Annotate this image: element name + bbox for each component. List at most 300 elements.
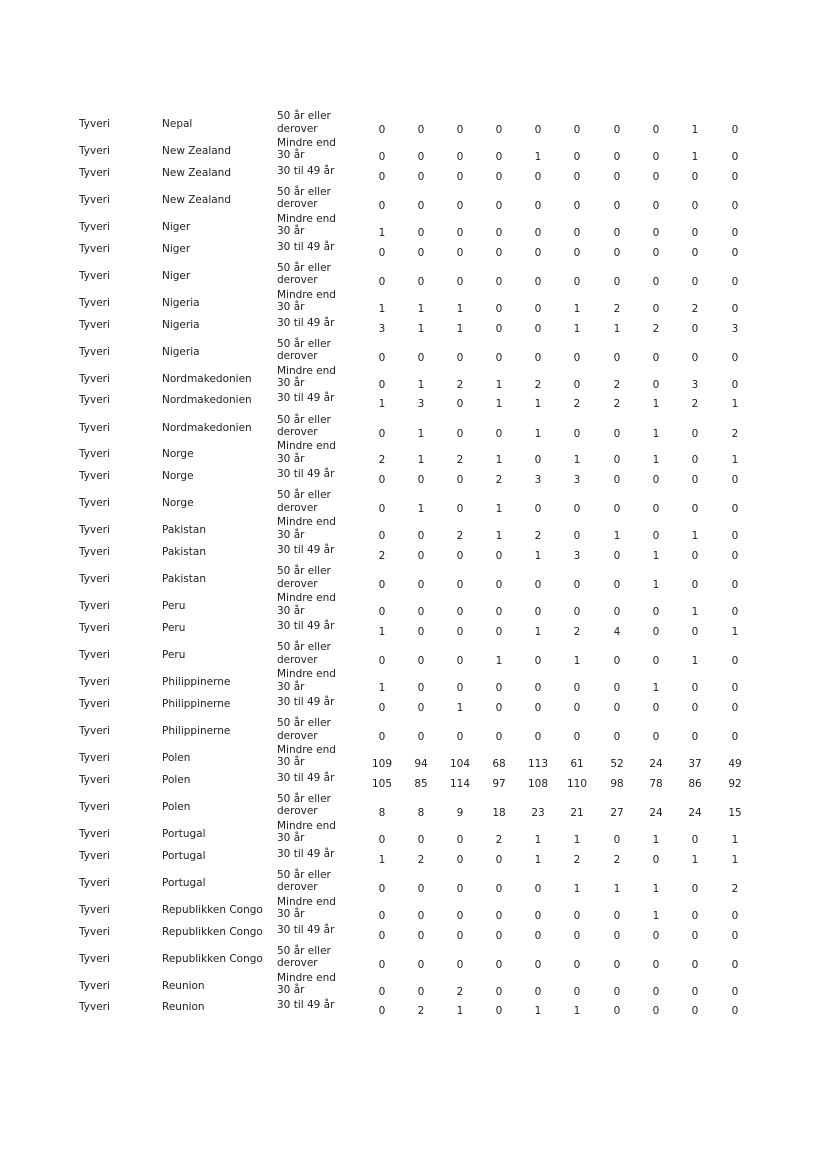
crime-type-cell: Tyveri: [79, 421, 110, 434]
value-cell: 1: [417, 302, 425, 315]
value-cell: 3: [573, 550, 581, 563]
value-cell: 0: [731, 170, 739, 183]
value-cell: 0: [613, 833, 621, 846]
value-cell: 0: [495, 853, 503, 866]
table-row: [0, 742, 828, 769]
crime-type-cell: Tyveri: [79, 725, 110, 737]
table-row: [0, 791, 828, 818]
value-cell: 0: [534, 246, 542, 259]
value-cell: 0: [417, 199, 425, 212]
value-cell: 0: [534, 606, 542, 619]
value-cell: 1: [378, 226, 386, 239]
crime-type-cell: Tyveri: [79, 751, 110, 764]
age-group-cell: Mindre end 30 år: [277, 440, 336, 465]
table-row: [0, 314, 828, 336]
value-cell: 2: [731, 427, 739, 440]
value-cell: 0: [652, 378, 660, 391]
value-cell: 0: [456, 909, 464, 922]
value-cell: 1: [691, 853, 699, 866]
country-cell: Philippinerne: [162, 676, 231, 689]
value-cell: 3: [573, 474, 581, 487]
value-cell: 0: [378, 731, 386, 743]
value-cell: 0: [417, 626, 425, 639]
value-cell: 0: [456, 398, 464, 411]
value-cell: 0: [652, 1005, 660, 1018]
value-cell: 0: [613, 351, 621, 364]
value-cell: 0: [652, 199, 660, 212]
value-cell: 0: [417, 124, 425, 136]
value-cell: 0: [495, 550, 503, 563]
crime-type-cell: Tyveri: [79, 318, 110, 331]
age-group-cell: 50 år eller derover: [277, 413, 331, 438]
age-group-cell: Mindre end 30 år: [277, 743, 336, 769]
value-cell: 0: [573, 606, 581, 619]
value-cell: 1: [378, 398, 386, 411]
value-cell: 0: [495, 351, 503, 364]
value-cell: 0: [691, 351, 699, 364]
value-cell: 2: [613, 398, 621, 411]
value-cell: 0: [613, 985, 621, 998]
value-cell: 0: [573, 701, 581, 714]
value-cell: 0: [613, 226, 621, 239]
crime-type-cell: Tyveri: [79, 697, 110, 710]
value-cell: 0: [456, 550, 464, 563]
age-group-cell: Mindre end 30 år: [277, 136, 336, 162]
table-row: [0, 287, 828, 314]
value-cell: 1: [652, 882, 660, 895]
country-cell: Peru: [162, 622, 186, 635]
value-cell: 0: [573, 579, 581, 592]
country-cell: Republikken Congo: [162, 925, 263, 938]
value-cell: 0: [534, 929, 542, 942]
crime-type-cell: Tyveri: [79, 193, 110, 206]
country-cell: Portugal: [162, 876, 206, 889]
value-cell: 0: [731, 958, 739, 971]
value-cell: 0: [573, 530, 581, 543]
age-group-cell: 30 til 49 år: [277, 695, 335, 708]
value-cell: 0: [495, 302, 503, 315]
value-cell: 1: [573, 302, 581, 315]
table-row: [0, 465, 828, 487]
country-cell: Philippinerne: [162, 697, 231, 710]
value-cell: 2: [613, 302, 621, 315]
value-cell: 2: [573, 398, 581, 411]
crime-type-cell: Tyveri: [79, 849, 110, 862]
value-cell: 1: [691, 606, 699, 619]
age-group-cell: Mindre end 30 år: [277, 592, 336, 617]
value-cell: 3: [731, 322, 739, 335]
value-cell: 105: [371, 777, 393, 790]
value-cell: 94: [414, 757, 428, 770]
age-group-cell: 30 til 49 år: [277, 164, 335, 177]
value-cell: 0: [456, 731, 464, 743]
value-cell: 1: [573, 833, 581, 846]
value-cell: 2: [731, 882, 739, 895]
value-cell: 15: [728, 806, 742, 819]
value-cell: 0: [613, 606, 621, 619]
value-cell: 0: [417, 474, 425, 487]
value-cell: 1: [691, 150, 699, 163]
value-cell: 0: [691, 909, 699, 922]
table-row: [0, 769, 828, 791]
value-cell: 0: [731, 378, 739, 391]
value-cell: 0: [456, 958, 464, 971]
value-cell: 0: [691, 199, 699, 212]
value-cell: 0: [495, 322, 503, 335]
crime-type-cell: Tyveri: [79, 546, 110, 559]
value-cell: 0: [691, 1005, 699, 1018]
value-cell: 2: [456, 454, 464, 467]
value-cell: 0: [456, 351, 464, 364]
value-cell: 2: [534, 530, 542, 543]
value-cell: 0: [534, 199, 542, 212]
value-cell: 24: [688, 806, 702, 819]
value-cell: 0: [613, 682, 621, 695]
value-cell: 0: [573, 503, 581, 516]
value-cell: 0: [731, 530, 739, 543]
value-cell: 0: [731, 579, 739, 592]
value-cell: 0: [573, 199, 581, 212]
value-cell: 2: [417, 1005, 425, 1018]
value-cell: 0: [573, 246, 581, 259]
age-group-cell: 30 til 49 år: [277, 240, 335, 253]
value-cell: 0: [534, 454, 542, 467]
value-cell: 0: [691, 626, 699, 639]
value-cell: 0: [456, 427, 464, 440]
value-cell: 0: [691, 579, 699, 592]
value-cell: 1: [378, 682, 386, 695]
value-cell: 0: [613, 246, 621, 259]
value-cell: 3: [691, 378, 699, 391]
value-cell: 1: [652, 454, 660, 467]
value-cell: 1: [652, 682, 660, 695]
value-cell: 0: [731, 351, 739, 364]
table-row: [0, 970, 828, 997]
value-cell: 49: [728, 757, 742, 770]
value-cell: 0: [378, 579, 386, 592]
value-cell: 0: [378, 833, 386, 846]
table-row: [0, 996, 828, 1018]
age-group-cell: 30 til 49 år: [277, 544, 335, 557]
value-cell: 0: [613, 958, 621, 971]
value-cell: 0: [417, 246, 425, 259]
value-cell: 1: [573, 882, 581, 895]
age-group-cell: 30 til 49 år: [277, 316, 335, 329]
value-cell: 0: [573, 226, 581, 239]
value-cell: 0: [613, 1005, 621, 1018]
value-cell: 0: [417, 170, 425, 183]
value-cell: 0: [534, 351, 542, 364]
value-cell: 0: [378, 275, 386, 288]
value-cell: 1: [456, 302, 464, 315]
country-cell: Niger: [162, 242, 191, 255]
value-cell: 0: [731, 1005, 739, 1018]
value-cell: 114: [449, 777, 471, 790]
value-cell: 1: [495, 530, 503, 543]
value-cell: 0: [378, 909, 386, 922]
value-cell: 0: [417, 150, 425, 163]
value-cell: 1: [534, 550, 542, 563]
value-cell: 1: [731, 626, 739, 639]
value-cell: 109: [371, 757, 393, 770]
crime-type-cell: Tyveri: [79, 269, 110, 282]
value-cell: 1: [731, 454, 739, 467]
age-group-cell: 50 år eller derover: [277, 717, 331, 742]
value-cell: 1: [534, 1005, 542, 1018]
value-cell: 0: [652, 626, 660, 639]
age-group-cell: 50 år eller derover: [277, 641, 331, 666]
age-group-cell: Mindre end 30 år: [277, 971, 336, 997]
value-cell: 1: [378, 853, 386, 866]
age-group-cell: Mindre end 30 år: [277, 668, 336, 693]
value-cell: 0: [378, 246, 386, 259]
value-cell: 1: [417, 503, 425, 516]
crime-type-cell: Tyveri: [79, 925, 110, 938]
value-cell: 0: [495, 701, 503, 714]
crime-type-cell: Tyveri: [79, 144, 110, 157]
value-cell: 0: [573, 124, 581, 136]
value-cell: 0: [691, 958, 699, 971]
value-cell: 104: [449, 757, 471, 770]
country-cell: Polen: [162, 800, 191, 813]
crime-type-cell: Tyveri: [79, 524, 110, 537]
value-cell: 0: [573, 731, 581, 743]
value-cell: 0: [573, 682, 581, 695]
value-cell: 2: [613, 378, 621, 391]
value-cell: 0: [378, 351, 386, 364]
value-cell: 0: [378, 655, 386, 668]
value-cell: 0: [378, 929, 386, 942]
value-cell: 0: [652, 958, 660, 971]
value-cell: 0: [691, 322, 699, 335]
value-cell: 1: [534, 853, 542, 866]
value-cell: 0: [652, 226, 660, 239]
value-cell: 0: [573, 929, 581, 942]
value-cell: 0: [731, 550, 739, 563]
value-cell: 1: [417, 427, 425, 440]
crime-type-cell: Tyveri: [79, 166, 110, 179]
value-cell: 0: [613, 731, 621, 743]
value-cell: 0: [495, 150, 503, 163]
value-cell: 37: [688, 757, 702, 770]
value-cell: 0: [534, 882, 542, 895]
value-cell: 0: [456, 833, 464, 846]
age-group-cell: 50 år eller derover: [277, 565, 331, 590]
age-group-cell: 30 til 49 år: [277, 468, 335, 481]
crime-type-cell: Tyveri: [79, 497, 110, 510]
value-cell: 0: [417, 579, 425, 592]
value-cell: 0: [573, 351, 581, 364]
value-cell: 0: [652, 474, 660, 487]
value-cell: 0: [495, 985, 503, 998]
value-cell: 0: [731, 985, 739, 998]
value-cell: 0: [456, 226, 464, 239]
country-cell: Polen: [162, 751, 191, 764]
value-cell: 1: [378, 302, 386, 315]
value-cell: 0: [456, 474, 464, 487]
value-cell: 0: [378, 124, 386, 136]
value-cell: 24: [649, 757, 663, 770]
value-cell: 24: [649, 806, 663, 819]
crime-type-cell: Tyveri: [79, 1001, 110, 1014]
country-cell: Nigeria: [162, 318, 200, 331]
age-group-cell: Mindre end 30 år: [277, 364, 336, 390]
value-cell: 1: [417, 378, 425, 391]
crime-statistics-table: [0, 108, 828, 1019]
value-cell: 0: [495, 226, 503, 239]
value-cell: 0: [613, 150, 621, 163]
value-cell: 0: [573, 909, 581, 922]
value-cell: 0: [573, 958, 581, 971]
value-cell: 0: [731, 655, 739, 668]
value-cell: 0: [652, 606, 660, 619]
value-cell: 0: [495, 606, 503, 619]
value-cell: 0: [378, 530, 386, 543]
value-cell: 61: [570, 757, 584, 770]
value-cell: 0: [456, 882, 464, 895]
value-cell: 0: [378, 170, 386, 183]
value-cell: 2: [495, 833, 503, 846]
value-cell: 1: [456, 1005, 464, 1018]
age-group-cell: Mindre end 30 år: [277, 895, 336, 921]
value-cell: 0: [378, 199, 386, 212]
value-cell: 68: [492, 757, 506, 770]
value-cell: 1: [534, 626, 542, 639]
country-cell: Nepal: [162, 118, 193, 130]
value-cell: 1: [573, 655, 581, 668]
age-group-cell: Mindre end 30 år: [277, 516, 336, 541]
value-cell: 85: [414, 777, 428, 790]
value-cell: 1: [534, 427, 542, 440]
value-cell: 0: [691, 454, 699, 467]
crime-type-cell: Tyveri: [79, 979, 110, 992]
country-cell: Republikken Congo: [162, 903, 263, 916]
crime-type-cell: Tyveri: [79, 676, 110, 689]
value-cell: 1: [495, 503, 503, 516]
value-cell: 0: [731, 199, 739, 212]
table-row: [0, 563, 828, 590]
value-cell: 1: [613, 882, 621, 895]
country-cell: Nordmakedonien: [162, 394, 252, 407]
table-row: [0, 135, 828, 162]
crime-type-cell: Tyveri: [79, 827, 110, 840]
value-cell: 0: [534, 503, 542, 516]
table-row: [0, 590, 828, 617]
value-cell: 0: [417, 606, 425, 619]
value-cell: 2: [691, 398, 699, 411]
value-cell: 0: [613, 427, 621, 440]
value-cell: 0: [495, 170, 503, 183]
value-cell: 0: [456, 199, 464, 212]
age-group-cell: 50 år eller derover: [277, 185, 331, 211]
value-cell: 0: [613, 275, 621, 288]
value-cell: 0: [495, 246, 503, 259]
value-cell: 0: [731, 226, 739, 239]
country-cell: New Zealand: [162, 166, 231, 179]
age-group-cell: 50 år eller derover: [277, 944, 331, 970]
value-cell: 0: [534, 985, 542, 998]
value-cell: 0: [691, 503, 699, 516]
value-cell: 1: [534, 398, 542, 411]
table-row: [0, 487, 828, 514]
value-cell: 0: [495, 958, 503, 971]
value-cell: 0: [495, 909, 503, 922]
value-cell: 0: [378, 378, 386, 391]
value-cell: 110: [566, 777, 588, 790]
country-cell: Republikken Congo: [162, 952, 263, 965]
value-cell: 3: [417, 398, 425, 411]
value-cell: 0: [378, 503, 386, 516]
country-cell: Polen: [162, 773, 191, 786]
table-row: [0, 389, 828, 411]
value-cell: 0: [378, 958, 386, 971]
country-cell: Reunion: [162, 979, 205, 992]
table-row: [0, 617, 828, 639]
value-cell: 1: [378, 626, 386, 639]
value-cell: 0: [417, 701, 425, 714]
value-cell: 0: [573, 170, 581, 183]
crime-type-cell: Tyveri: [79, 952, 110, 965]
value-cell: 0: [573, 275, 581, 288]
crime-type-cell: Tyveri: [79, 345, 110, 358]
value-cell: 0: [495, 626, 503, 639]
crime-type-cell: Tyveri: [79, 394, 110, 407]
value-cell: 1: [691, 655, 699, 668]
value-cell: 0: [731, 929, 739, 942]
value-cell: 0: [456, 579, 464, 592]
table-row: [0, 108, 828, 135]
value-cell: 0: [613, 503, 621, 516]
value-cell: 0: [731, 731, 739, 743]
country-cell: Norge: [162, 470, 194, 483]
value-cell: 0: [652, 302, 660, 315]
value-cell: 0: [534, 275, 542, 288]
value-cell: 2: [456, 985, 464, 998]
value-cell: 0: [613, 199, 621, 212]
value-cell: 0: [652, 655, 660, 668]
table-row: [0, 238, 828, 260]
crime-type-cell: Tyveri: [79, 903, 110, 916]
value-cell: 1: [652, 427, 660, 440]
value-cell: 1: [534, 833, 542, 846]
value-cell: 0: [652, 275, 660, 288]
value-cell: 2: [613, 853, 621, 866]
crime-type-cell: Tyveri: [79, 622, 110, 635]
value-cell: 0: [691, 682, 699, 695]
value-cell: 0: [613, 929, 621, 942]
value-cell: 0: [652, 530, 660, 543]
value-cell: 0: [534, 226, 542, 239]
value-cell: 0: [417, 550, 425, 563]
country-cell: New Zealand: [162, 193, 231, 206]
value-cell: 0: [495, 579, 503, 592]
table-row: [0, 715, 828, 742]
crime-type-cell: Tyveri: [79, 649, 110, 662]
country-cell: Pakistan: [162, 524, 206, 537]
value-cell: 1: [691, 124, 699, 136]
value-cell: 0: [613, 655, 621, 668]
value-cell: 1: [731, 853, 739, 866]
value-cell: 1: [652, 550, 660, 563]
value-cell: 4: [613, 626, 621, 639]
table-row: [0, 211, 828, 238]
value-cell: 0: [691, 226, 699, 239]
value-cell: 0: [417, 958, 425, 971]
value-cell: 0: [652, 853, 660, 866]
crime-type-cell: Tyveri: [79, 773, 110, 786]
value-cell: 0: [573, 985, 581, 998]
value-cell: 0: [417, 882, 425, 895]
